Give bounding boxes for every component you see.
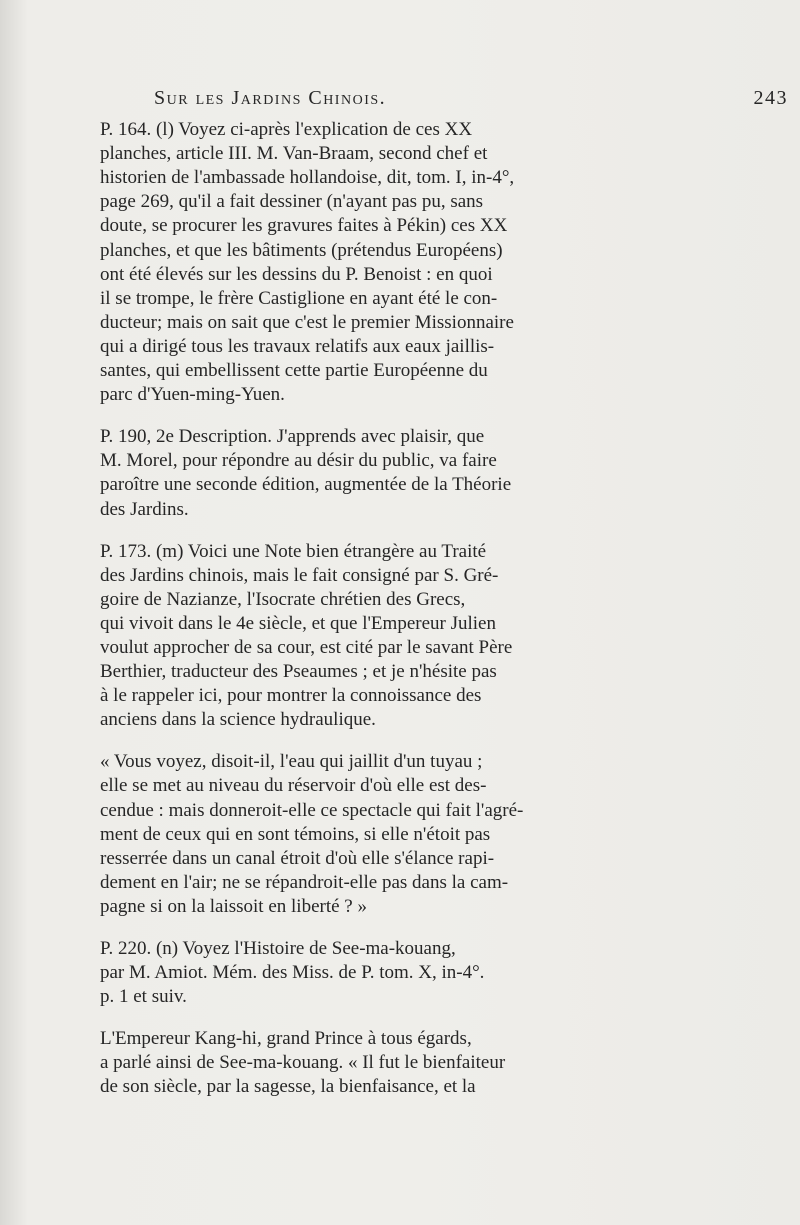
text-line: des Jardins. bbox=[100, 498, 189, 520]
text-line: Berthier, traducteur des Pseaumes ; et je n'hésite pas bbox=[100, 661, 497, 683]
text-line: a parlé ainsi de See-ma-kouang. « Il fut le bienfaiteur bbox=[100, 1052, 506, 1074]
text-line: planches, article III. M. Van-Braam, second chef et bbox=[100, 143, 488, 165]
text-line: goire de Nazianze, l'Isocrate chrétien des Grecs, bbox=[100, 588, 466, 610]
text-line: L'Empereur Kang-hi, grand Prince à tous égards, bbox=[100, 1028, 472, 1050]
text-line: de son siècle, par la sagesse, la bienfaisance, et la bbox=[100, 1076, 476, 1098]
paragraph bbox=[82, 1027, 788, 1099]
text-line: elle se met au niveau du réservoir d'où elle est des- bbox=[100, 775, 487, 797]
text-line: P. 164. (l) Voyez ci-après l'explication de ces XX bbox=[100, 119, 473, 141]
text-line: santes, qui embellissent cette partie Européenne du bbox=[100, 360, 488, 382]
text-line: ont été élevés sur les dessins du P. Benoist : en quoi bbox=[100, 263, 493, 285]
text-line: anciens dans la science hydraulique. bbox=[100, 709, 376, 731]
text-line: P. 173. (m) Voici une Note bien étrangère au Traité bbox=[100, 540, 487, 562]
text-line: à le rappeler ici, pour montrer la connoissance des bbox=[100, 685, 482, 707]
text-line: pagne si on la laissoit en liberté ? » bbox=[100, 895, 367, 917]
text-line: qui vivoit dans le 4e siècle, et que l'Empereur Julien bbox=[100, 612, 496, 634]
text-line: paroître une seconde édition, augmentée de la Théorie bbox=[100, 474, 512, 496]
text-line: des Jardins chinois, mais le fait consigné par S. Gré- bbox=[100, 564, 499, 586]
text-line: cendue : mais donneroit-elle ce spectacle qui fait l'agré- bbox=[100, 799, 524, 821]
paragraph bbox=[82, 425, 788, 521]
text-line: page 269, qu'il a fait dessiner (n'ayant pas pu, sans bbox=[100, 191, 484, 213]
text-line: par M. Amiot. Mém. des Miss. de P. tom. X, in-4°. bbox=[100, 962, 485, 984]
text-line: « Vous voyez, disoit-il, l'eau qui jaillit d'un tuyau ; bbox=[100, 751, 483, 773]
text-line: P. 190, 2e Description. J'apprends avec plaisir, que bbox=[100, 426, 485, 448]
text-line: qui a dirigé tous les travaux relatifs aux eaux jaillis- bbox=[100, 335, 495, 357]
paragraph bbox=[82, 937, 788, 1009]
running-header bbox=[82, 86, 788, 110]
text-line: p. 1 et suiv. bbox=[100, 986, 187, 1008]
paragraph bbox=[82, 750, 788, 919]
page-number: 243 bbox=[753, 87, 788, 109]
text-line: voulut approcher de sa cour, est cité par le savant Père bbox=[100, 636, 513, 658]
page-text bbox=[82, 86, 788, 1118]
text-line: historien de l'ambassade hollandoise, dit, tom. I, in-4°, bbox=[100, 167, 515, 189]
text-line: doute, se procurer les gravures faites à Pékin) ces XX bbox=[100, 215, 508, 237]
text-line: resserrée dans un canal étroit d'où elle s'élance rapi- bbox=[100, 847, 495, 869]
running-title: Sur les Jardins Chinois. bbox=[154, 87, 387, 109]
text-line: planches, et que les bâtiments (prétendus Européens) bbox=[100, 239, 503, 261]
text-line: P. 220. (n) Voyez l'Histoire de See-ma-kouang, bbox=[100, 938, 456, 959]
text-line: parc d'Yuen-ming-Yuen. bbox=[100, 384, 285, 406]
paragraph bbox=[82, 540, 788, 733]
text-line: il se trompe, le frère Castiglione en ayant été le con- bbox=[100, 287, 498, 309]
text-line: dement en l'air; ne se répandroit-elle pas dans la cam- bbox=[100, 871, 509, 893]
text-line: M. Morel, pour répondre au désir du public, va faire bbox=[100, 450, 497, 472]
text-line: ment de ceux qui en sont témoins, si elle n'étoit pas bbox=[100, 823, 491, 845]
text-line: ducteur; mais on sait que c'est le premier Missionnaire bbox=[100, 311, 514, 333]
paragraph bbox=[82, 118, 788, 407]
